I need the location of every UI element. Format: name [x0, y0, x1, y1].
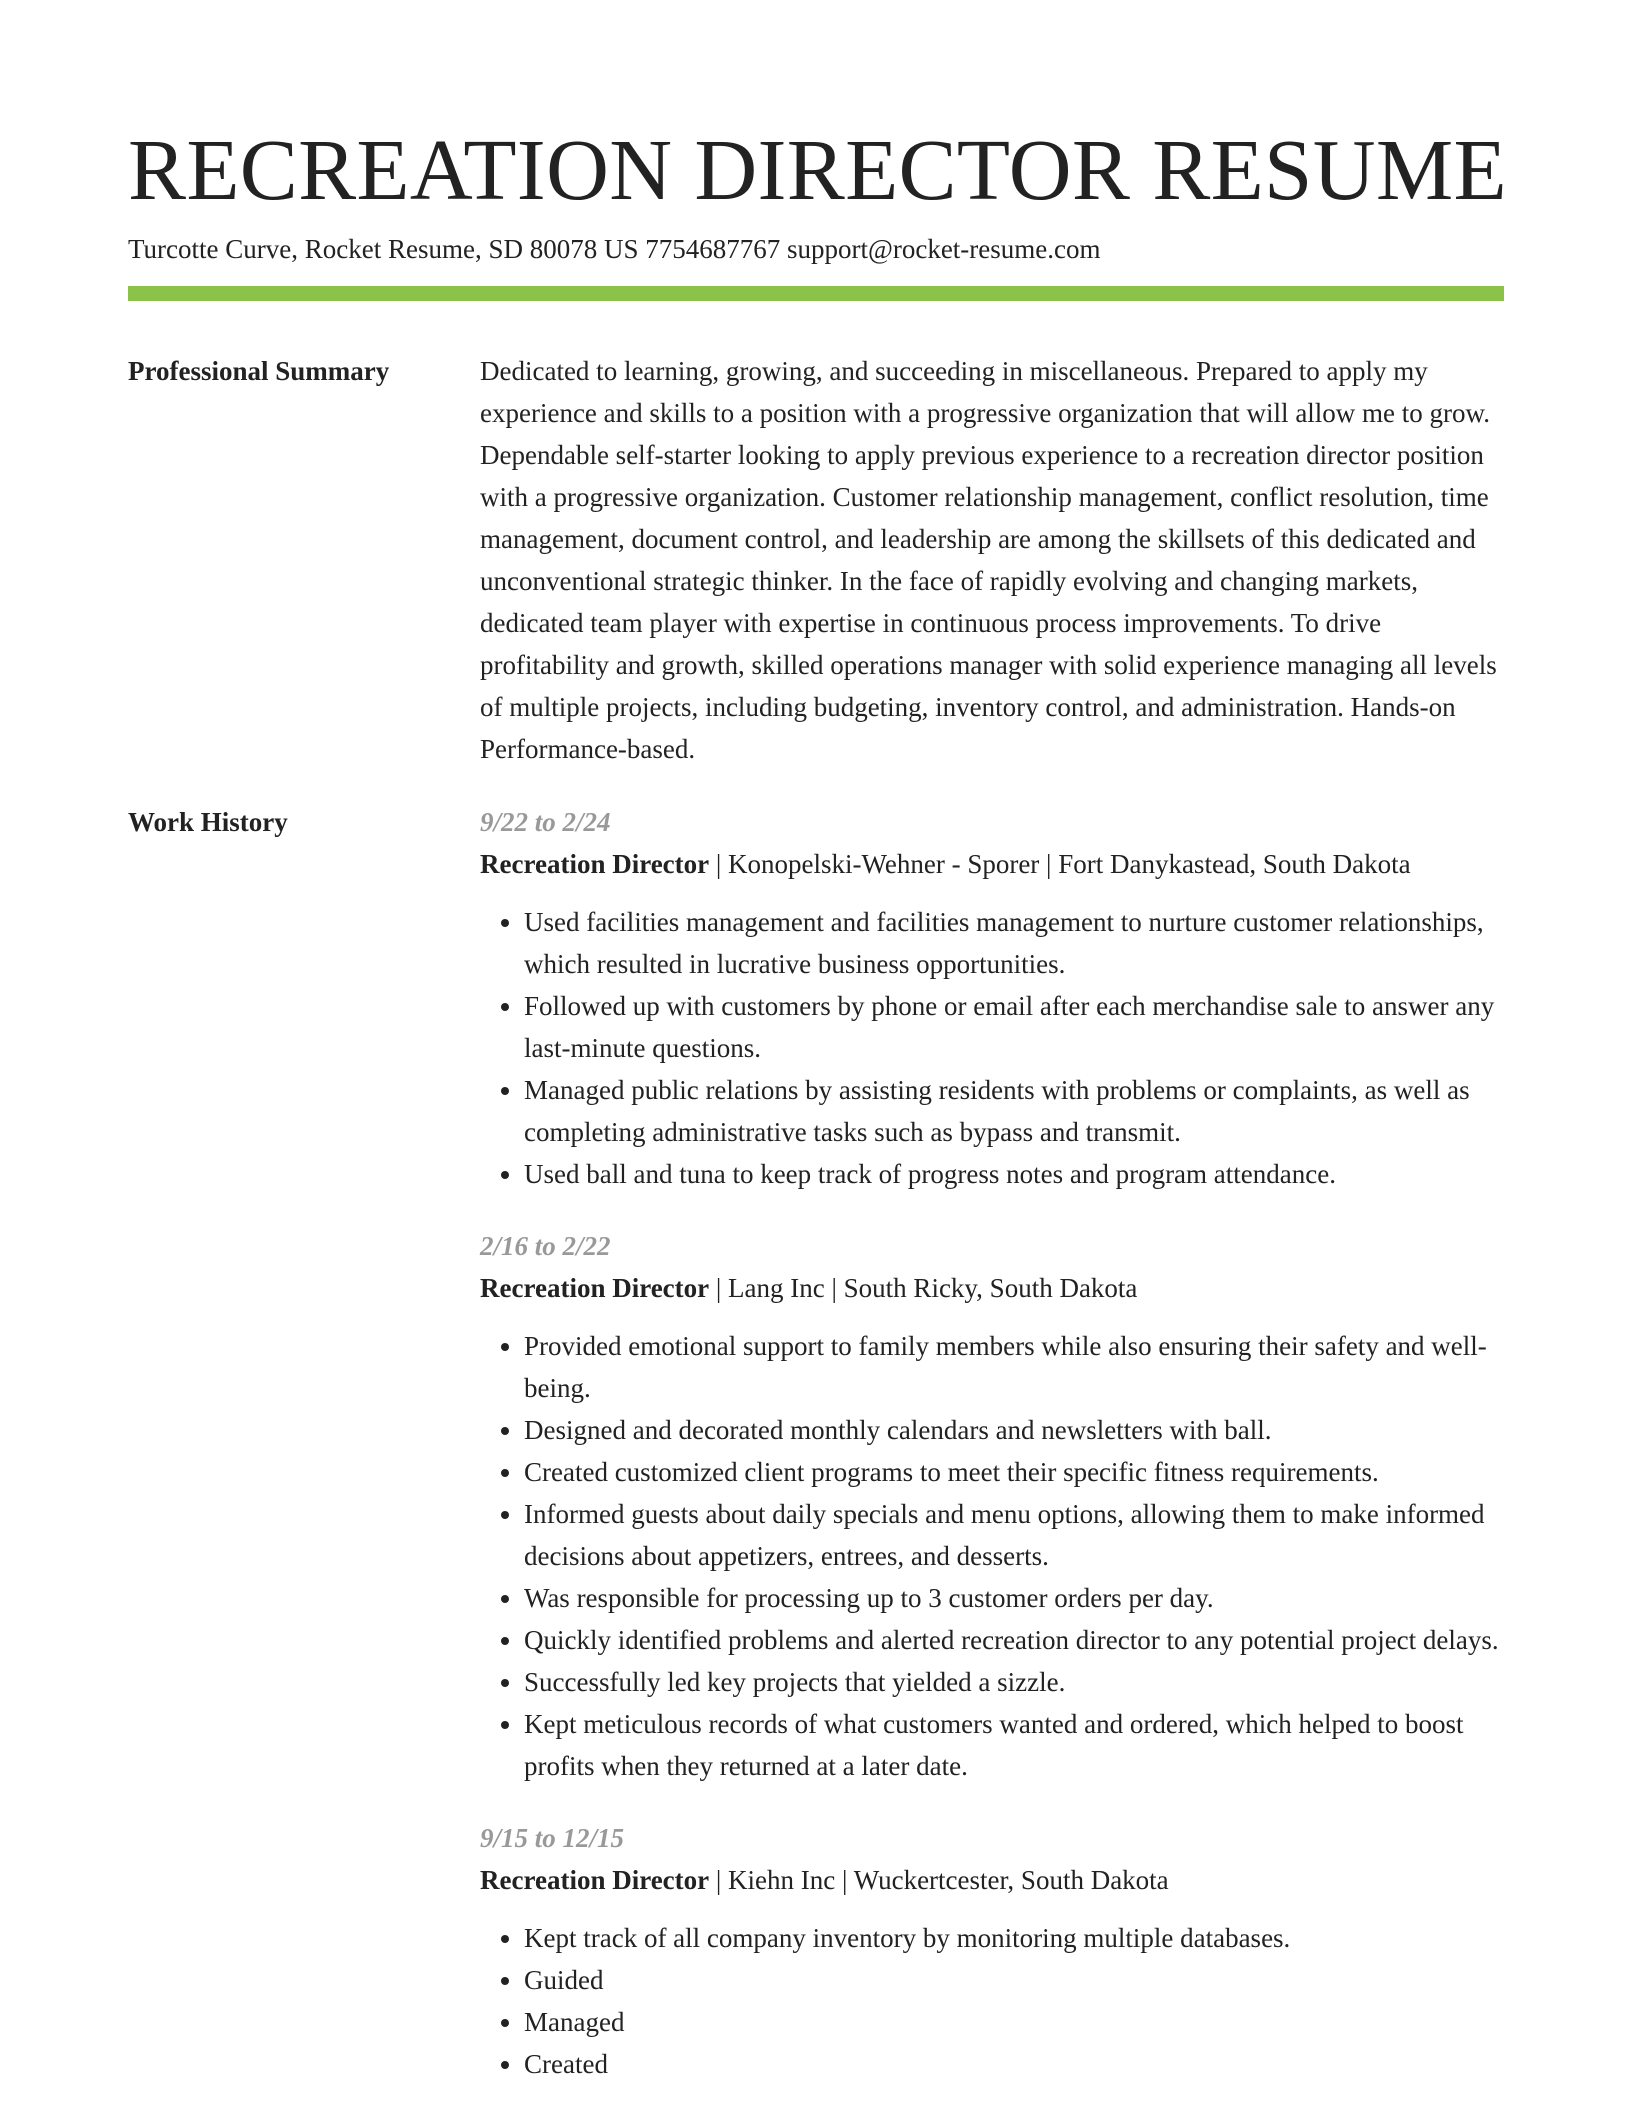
job-entry: [480, 1225, 1504, 1787]
summary-heading: Professional Summary: [128, 356, 390, 386]
job-bullets: [480, 1917, 1504, 2085]
job-entry: [480, 801, 1504, 1195]
job-bullets: [480, 901, 1504, 1195]
job-heading: [480, 1267, 1504, 1309]
list-item: • Was responsible for processing up to 3 customer orders per day.: [524, 1577, 1504, 1619]
contact-line: Turcotte Curve, Rocket Resume, SD 80078 US 7754687767 support@rocket-resume.com: [128, 234, 1101, 264]
job-entry: [480, 1817, 1504, 2085]
job-bullets: [480, 1325, 1504, 1787]
job-role: Recreation Director: [480, 1865, 710, 1895]
job-dates: 9/15 to 12/15: [480, 1823, 625, 1853]
work-history-body: [480, 801, 1504, 2115]
job-heading: [480, 843, 1504, 885]
list-item: • Designed and decorated monthly calendars and newsletters with ball.: [524, 1409, 1504, 1451]
list-item: • Managed public relations by assisting residents with problems or complaints, as well as completing administrative tasks such as bypass and transmit.: [524, 1069, 1504, 1153]
list-item: • Followed up with customers by phone or email after each merchandise sale to answer any last-minute questions.: [524, 985, 1504, 1069]
list-item: • Used ball and tuna to keep track of progress notes and program attendance.: [524, 1153, 1504, 1195]
list-item: • Managed: [524, 2001, 1504, 2043]
job-heading: [480, 1859, 1504, 1901]
list-item: • Provided emotional support to family members while also ensuring their safety and well-being.: [524, 1325, 1504, 1409]
list-item: • Created: [524, 2043, 1504, 2085]
resume-title: RECREATION DIRECTOR RESUME: [128, 121, 1507, 218]
list-item: • Kept track of all company inventory by monitoring multiple databases.: [524, 1917, 1504, 1959]
accent-divider: [128, 286, 1504, 301]
job-dates: 2/16 to 2/22: [480, 1231, 611, 1261]
summary-body: [480, 350, 1504, 770]
list-item: • Informed guests about daily specials and menu options, allowing them to make informed decisions about appetizers, entrees, and desserts.: [524, 1493, 1504, 1577]
list-item: • Created customized client programs to meet their specific fitness requirements.: [524, 1451, 1504, 1493]
job-details: | Konopelski-Wehner - Sporer | Fort Danykastead, South Dakota: [709, 849, 1411, 879]
list-item: • Used facilities management and facilities management to nurture customer relationships, which resulted in lucrative business opportunities.: [524, 901, 1504, 985]
job-dates: 9/22 to 2/24: [480, 807, 611, 837]
job-role: Recreation Director: [480, 849, 710, 879]
summary-text: Dedicated to learning, growing, and succeeding in miscellaneous. Prepared to apply my experience and skills to a position with a progressive organization that will allow me to grow. Dependable self-starter looking to apply previous experience to a recreation director position with a progressive organization. Customer relationship management, conflict resolution, time management, document control, and leadership are among the skillsets of this dedicated and unconventional strategic thinker. In the face of rapidly evolving and changing markets, dedicated team player with expertise in continuous process improvements. To drive profitability and growth, skilled operations manager with solid experience managing all levels of multiple projects, including budgeting, inventory control, and administration. Hands-on Performance-based.: [480, 356, 1497, 764]
job-details: | Lang Inc | South Ricky, South Dakota: [709, 1273, 1138, 1303]
job-details: | Kiehn Inc | Wuckertcester, South Dakota: [709, 1865, 1169, 1895]
job-role: Recreation Director: [480, 1273, 710, 1303]
list-item: • Quickly identified problems and alerted recreation director to any potential project delays.: [524, 1619, 1504, 1661]
list-item: • Kept meticulous records of what customers wanted and ordered, which helped to boost profits when they returned at a later date.: [524, 1703, 1504, 1787]
work-history-heading: Work History: [128, 807, 288, 837]
list-item: • Successfully led key projects that yielded a sizzle.: [524, 1661, 1504, 1703]
list-item: • Guided: [524, 1959, 1504, 2001]
